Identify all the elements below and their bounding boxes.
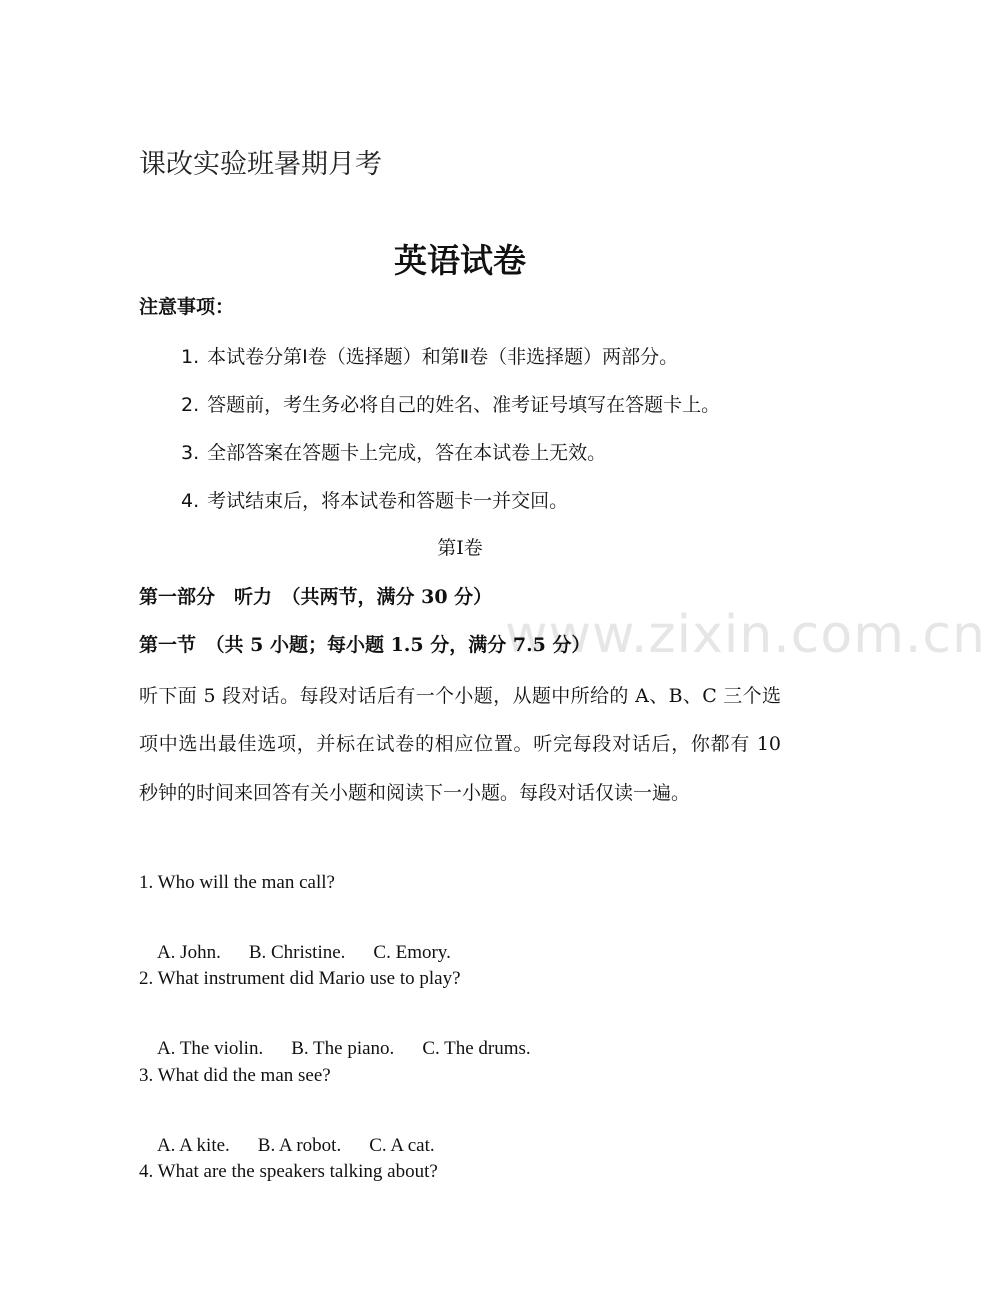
option-a: A. The violin.	[156, 1038, 264, 1059]
section-heading: 第一节 （共 5 小题；每小题 1.5 分，满分 7.5 分）	[139, 634, 591, 656]
question-stem: 1. Who will the man call?	[139, 872, 335, 893]
question-stem: 2. What instrument did Mario use to play?	[139, 968, 461, 989]
school-line: 课改实验班暑期月考	[139, 149, 382, 180]
notice-item	[181, 438, 606, 465]
question-stem: 3. What did the man see?	[139, 1065, 331, 1086]
option-b: B. The piano.	[291, 1038, 395, 1059]
notice-item-number: 2.	[181, 394, 200, 416]
notice-heading: 注意事项：	[139, 296, 235, 318]
page-title: 英语试卷	[394, 241, 526, 280]
option-b: B. A robot.	[257, 1135, 342, 1156]
notice-item-text: 考试结束后，将本试卷和答题卡一并交回。	[207, 490, 569, 512]
notice-item-number: 4.	[181, 490, 200, 512]
part-heading: 第一部分 听力 （共两节，满分 30 分）	[139, 586, 493, 608]
question-stem: 4. What are the speakers talking about?	[139, 1161, 438, 1182]
option-c: C. The drums.	[422, 1038, 531, 1059]
notice-item-text: 全部答案在答题卡上完成，答在本试卷上无效。	[207, 442, 607, 464]
notice-item	[181, 390, 720, 417]
watermark: www.zixin.com.cn	[505, 605, 986, 665]
instructions-paragraph: 听下面 5 段对话。每段对话后有一个小题，从题中所给的 A、B、C 三个选项中选出最佳选项，并标在试卷的相应位置。听完每段对话后，你都有 10 秒钟的时间来回答有关小题和阅读下一小题。每段对话仅读一遍。	[139, 685, 781, 804]
notice-item-text: 本试卷分第Ⅰ卷（选择题）和第Ⅱ卷（非选择题）两部分。	[207, 346, 679, 368]
option-a: A. John.	[156, 942, 221, 963]
notice-item-number: 1.	[181, 346, 200, 368]
option-b: B. Christine.	[248, 942, 346, 963]
notice-item-number: 3.	[181, 442, 200, 464]
volume-heading: 第Ⅰ卷	[437, 537, 483, 559]
notice-item	[181, 342, 678, 369]
option-a: A. A kite.	[156, 1135, 230, 1156]
option-c: C. A cat.	[369, 1135, 435, 1156]
option-c: C. Emory.	[373, 942, 451, 963]
notice-item-text: 答题前，考生务必将自己的姓名、准考证号填写在答题卡上。	[207, 394, 721, 416]
notice-item	[181, 486, 568, 513]
